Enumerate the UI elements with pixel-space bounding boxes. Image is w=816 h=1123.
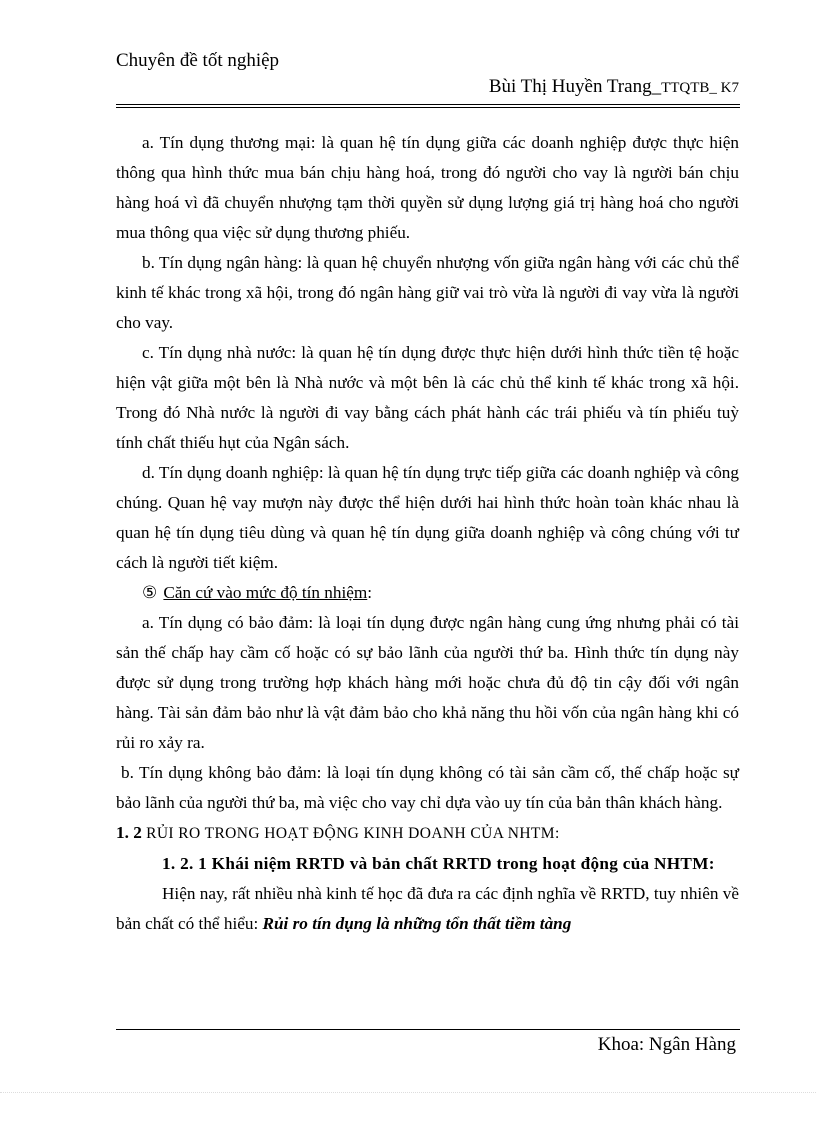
- header-author-name: Bùi Thị Huyền Trang_: [488, 76, 662, 97]
- bullet-heading-text: Căn cứ vào mức độ tín nhiệm: [163, 583, 368, 602]
- paragraph-definition-text: Hiện nay, rất nhiều nhà kinh tế học đã đưa ra các định nghĩa về RRTD, tuy nhiên về bản chất có thể hiểu:: [116, 884, 739, 933]
- header-document-type: Chuyên đề tốt nghiệp: [116, 50, 280, 71]
- footer-rule: [116, 1029, 740, 1030]
- subsection-heading: 1. 2. 1 Khái niệm RRTD và bản chất RRTD trong hoạt động của NHTM:: [162, 854, 715, 873]
- paragraph-definition-emphasis: Rủi ro tín dụng là những tổn thất tiềm tàng: [262, 914, 572, 933]
- section-title: RỦI RO TRONG HOẠT ĐỘNG KINH DOANH CỦA NHTM:: [146, 825, 560, 842]
- section-number: 1. 2: [116, 823, 142, 842]
- paragraph-definition: [116, 879, 739, 939]
- paragraph-state-credit: c. Tín dụng nhà nước: là quan hệ tín dụng được thực hiện dưới hình thức tiền tệ hoặc hiện vật giữa một bên là Nhà nước và một bên là các chủ thể kinh tế khác trong xã hội. Trong đó Nhà nước là người đi vay bằng cách phát hành các trái phiếu và tín phiếu tuỳ tính chất thiếu hụt của Ngân sách.: [116, 343, 739, 452]
- paragraph-trade-credit: a. Tín dụng thương mại: là quan hệ tín dụng giữa các doanh nghiệp được thực hiện thông qua hình thức mua bán chịu hàng hoá, trong đó người cho vay là người bán chịu hàng hoá vì đã chuyển nhượng tạm thời quyền sử dụng lượng giá trị hàng hoá cho người mua thông qua việc sử dụng thương phiếu.: [116, 133, 739, 242]
- bullet-heading: [116, 578, 739, 608]
- footer-department: Khoa: Ngân Hàng: [597, 1034, 736, 1055]
- paragraph-unsecured-credit: b. Tín dụng không bảo đảm: là loại tín dụng không có tài sản cầm cố, thế chấp hoặc sự bảo lãnh của người thứ ba, mà việc cho vay chỉ dựa vào uy tín của bản thân khách hàng.: [116, 763, 739, 812]
- page-bottom-edge: [0, 1092, 816, 1093]
- section-heading: [116, 818, 739, 849]
- paragraph-bank-credit: b. Tín dụng ngân hàng: là quan hệ chuyển nhượng vốn giữa ngân hàng với các chủ thể kinh tế khác trong xã hội, trong đó ngân hàng giữ vai trò vừa là người đi vay vừa là người cho vay.: [116, 253, 739, 332]
- paragraph-secured-credit: a. Tín dụng có bảo đảm: là loại tín dụng được ngân hàng cung ứng nhưng phải có tài sản thế chấp hay cầm cố hoặc có sự bảo lãnh của người thứ ba. Hình thức tín dụng này được sử dụng trong trường hợp khách hàng mới hoặc chưa đủ độ tin cậy đối với ngân hàng. Tài sản đảm bảo như là vật đảm bảo cho khả năng thu hồi vốn của ngân hàng khi có rủi ro xảy ra.: [116, 613, 739, 752]
- header-author-tag: TTQTB_ K7: [661, 80, 739, 96]
- bullet-heading-colon: :: [367, 583, 373, 602]
- header-rule-top: [116, 104, 740, 105]
- header-author: [489, 76, 739, 98]
- header-rule-bottom: [116, 107, 740, 108]
- document-body: [116, 128, 739, 939]
- paragraph-enterprise-credit: d. Tín dụng doanh nghiệp: là quan hệ tín dụng trực tiếp giữa các doanh nghiệp và công chúng. Quan hệ vay mượn này được thể hiện dưới hai hình thức hoàn toàn khác nhau là quan hệ tín dụng tiêu dùng và quan hệ tín dụng giữa doanh nghiệp và công chúng với tư cách là người tiết kiệm.: [116, 463, 739, 572]
- circled-number-icon: ⑤: [142, 583, 158, 602]
